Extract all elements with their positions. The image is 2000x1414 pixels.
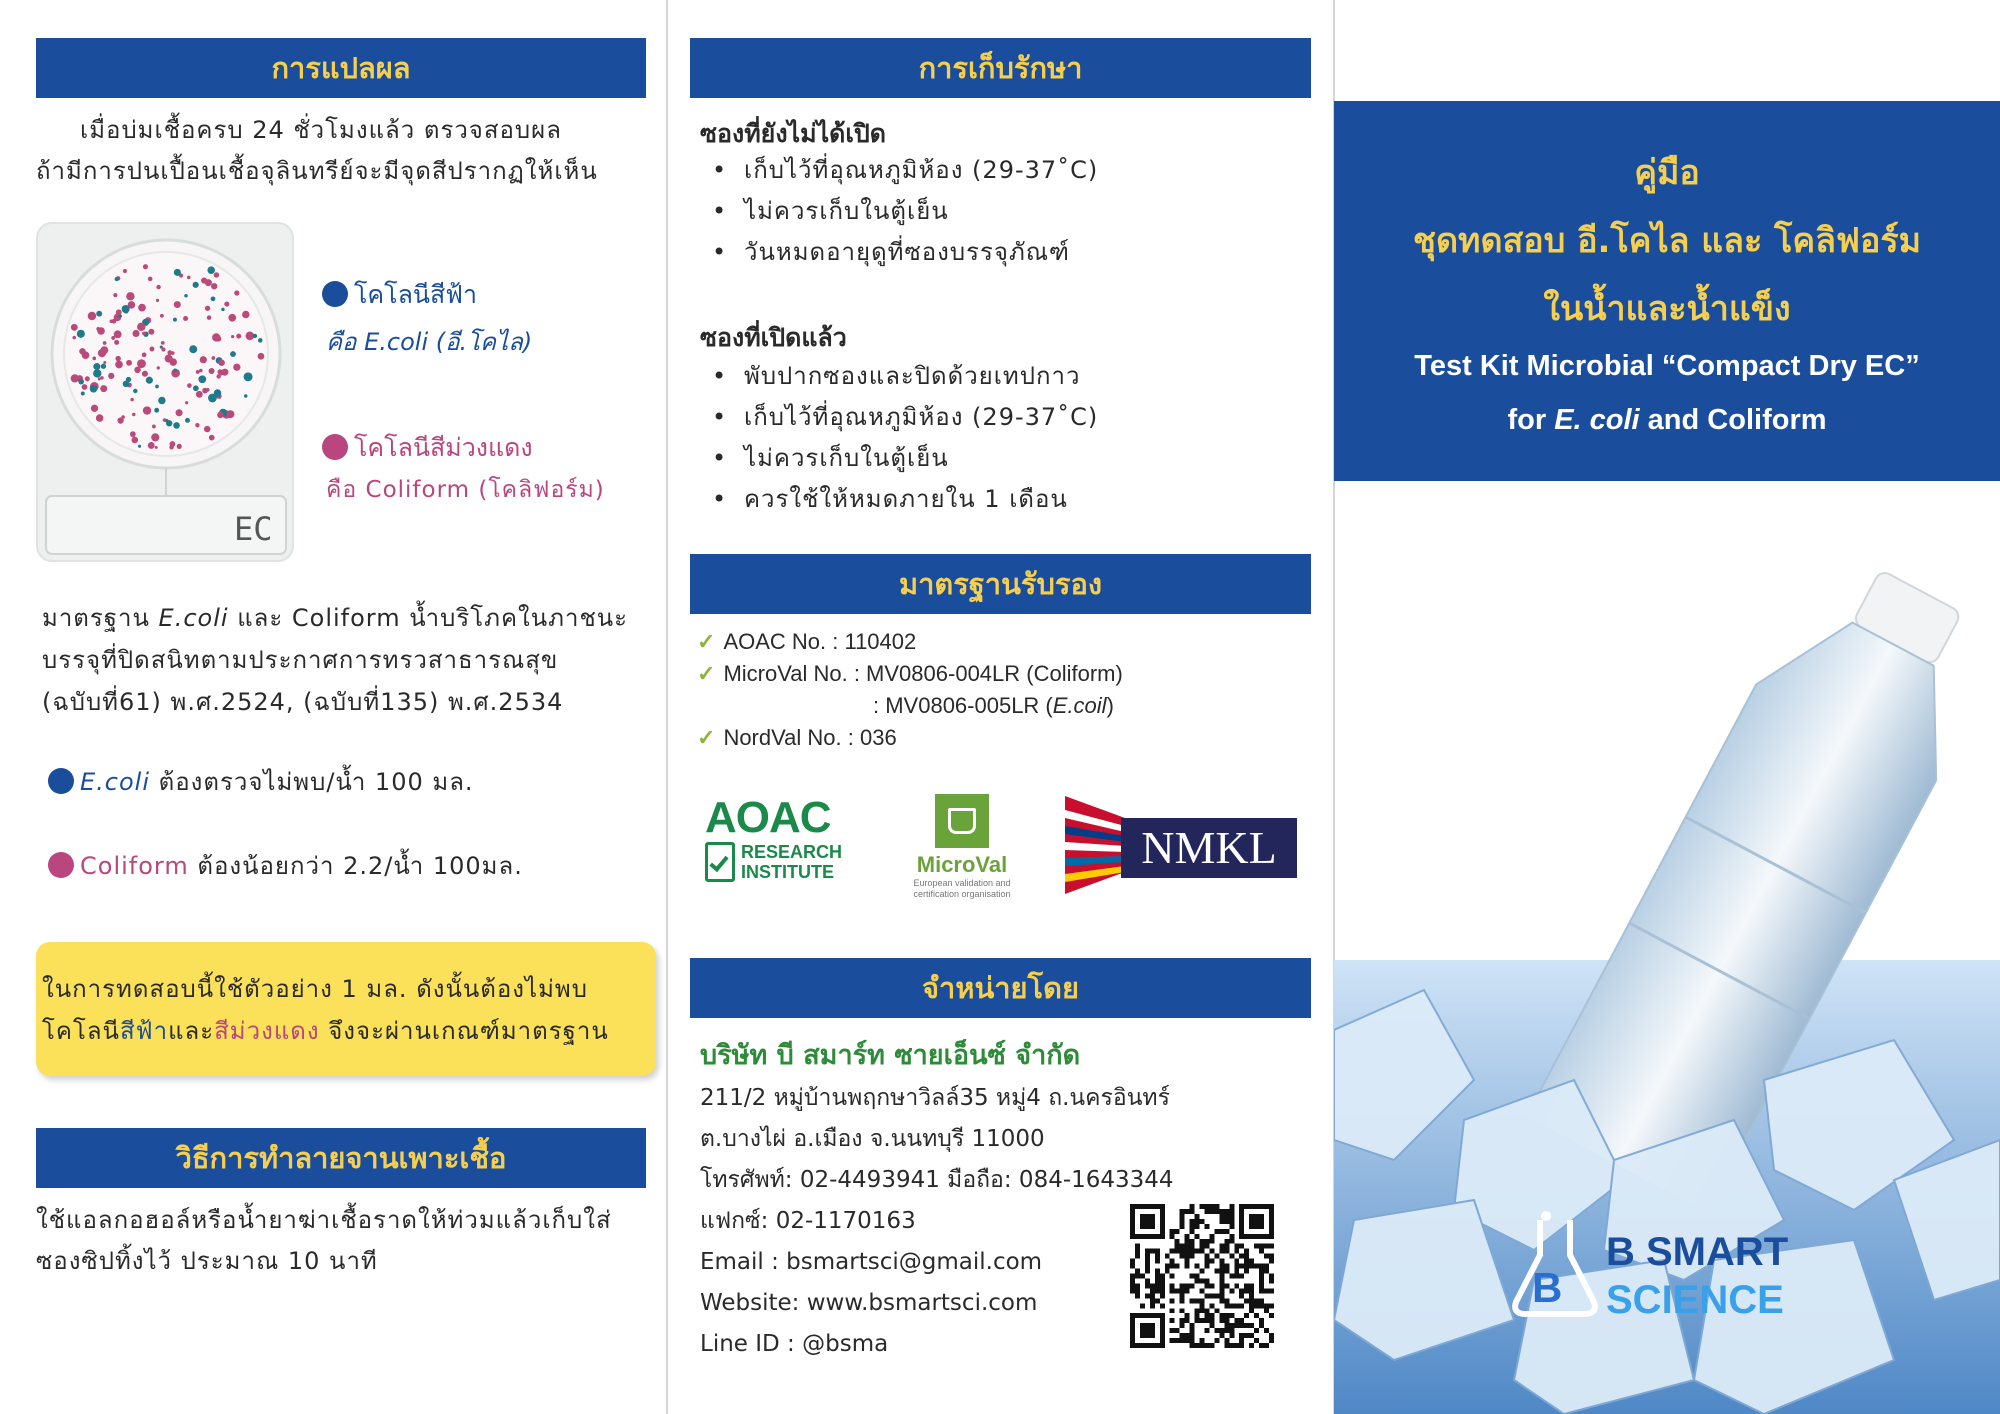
colony-dot <box>148 277 153 282</box>
colony-dot <box>214 389 222 397</box>
colony-dot <box>174 301 181 308</box>
interpret-text: เมื่อบ่มเชื้อครบ 24 ชั่วโมงแล้ว ตรวจสอบผล ถ้ามีการปนเปื้อนเชื้อจุลินทรีย์จะมีจุดสีปรากฏให้เห็น <box>36 116 598 185</box>
colony-dot <box>236 334 241 339</box>
colony-dot <box>244 372 253 381</box>
cert-list: ✓ AOAC No. : 110402 ✓ MicroVal No. : MV0806-004LR (Coliform) : MV0806-005LR (E.coil) ✓ NordVal No. : 036 <box>697 629 1123 750</box>
colony-dot <box>103 361 106 364</box>
flask-icon <box>935 794 989 848</box>
colony-dot <box>123 269 127 273</box>
compact-dry-plate-image <box>36 222 294 562</box>
colony-dot <box>149 347 154 352</box>
colony-dot <box>173 318 177 322</box>
nmkl-logo: NMKL <box>1065 796 1297 894</box>
colony-dot <box>96 414 104 422</box>
standard-text: มาตรฐาน E.coli และ Coliform น้ำบริโภคในภาชนะ บรรจุที่ปิดสนิทตามประกาศการทรวสาธารณสุข (ฉบับที่61) พ.ศ.2524, (ฉบับที่135) พ.ศ.2534 <box>42 604 629 716</box>
colony-dot <box>161 347 165 351</box>
list-item: • ควรใช้ให้หมดภายใน 1 เดือน <box>700 479 1300 520</box>
colony-dot <box>82 384 88 390</box>
colony-dot <box>157 366 160 369</box>
colony-dot <box>258 353 265 360</box>
colony-dot <box>209 435 215 441</box>
colony-dot <box>93 363 100 370</box>
plate-illustration <box>38 224 296 564</box>
colony-dot <box>114 330 122 338</box>
colony-dot <box>126 292 134 300</box>
colony-dot <box>176 409 183 416</box>
blue-dot-icon <box>322 281 348 307</box>
colony-dot <box>228 314 236 322</box>
pink-dot-icon <box>322 434 348 460</box>
cert-header: มาตรฐานรับรอง <box>690 554 1311 614</box>
colony-dot <box>165 419 168 422</box>
colony-dot <box>187 276 191 280</box>
colony-dot <box>134 367 140 373</box>
colony-dot <box>173 422 180 429</box>
colony-dot <box>189 345 197 353</box>
dist-header: จำหน่ายโดย <box>690 958 1311 1018</box>
colony-dot <box>132 330 139 337</box>
storage-header: การเก็บรักษา <box>690 38 1311 98</box>
colony-dot <box>142 352 147 357</box>
colony-dot <box>184 294 188 298</box>
colony-dot <box>131 437 138 444</box>
checkbox-icon <box>705 842 735 882</box>
colony-dot <box>169 358 176 365</box>
bsmart-logo: B B SMART SCIENCE <box>1510 1210 1910 1340</box>
interpret-header: การแปลผล <box>36 38 646 98</box>
colony-dot <box>205 306 210 311</box>
colony-dot <box>253 334 257 338</box>
microval-logo: MicroVal European validation and certification organisation <box>897 794 1027 906</box>
colony-dot <box>156 285 160 289</box>
colony-dot <box>117 417 123 423</box>
nordic-flags-icon <box>1065 796 1125 894</box>
colony-dot <box>212 333 220 341</box>
legend-pink-desc: คือ Coliform (โคลิฟอร์ม) <box>326 477 605 503</box>
colony-dot <box>108 373 114 379</box>
colony-dot <box>100 346 108 354</box>
colony-dot <box>214 272 219 277</box>
colony-dot <box>161 341 165 345</box>
colony-dot <box>218 359 224 365</box>
colony-dot <box>155 446 158 449</box>
check-icon: ✓ <box>697 661 716 686</box>
colony-dot <box>174 269 181 276</box>
colony-dot <box>130 431 136 437</box>
colony-dot <box>130 398 133 401</box>
list-item: • เก็บไว้ที่อุณหภูมิห้อง (29-37˚C) <box>700 150 1300 191</box>
ecoli-limit: E.coli ต้องตรวจไม่พบ/น้ำ 100 มล. <box>48 762 474 803</box>
cover-title-box <box>1334 101 2000 481</box>
colony-dot <box>137 323 145 331</box>
colony-dot <box>79 348 85 354</box>
colony-dot <box>160 314 164 318</box>
list-item: • ไม่ควรเก็บในตู้เย็น <box>700 191 1300 232</box>
colony-dot <box>234 290 239 295</box>
colony-dot <box>78 379 84 385</box>
opened-list <box>700 356 1300 520</box>
colony-dot <box>143 406 151 414</box>
colony-dot <box>101 364 106 369</box>
colony-dot <box>193 385 199 391</box>
colony-dot <box>123 381 130 388</box>
cover-title-thai: คู่มือ ชุดทดสอบ อี.โคไล และ โคลิฟอร์ม ในน้ำและน้ำแข็ง <box>1412 153 1922 329</box>
company-name: บริษัท บี สมาร์ท ซายเอ็นซ์ จำกัด <box>700 1040 1081 1071</box>
cover-title-english: Test Kit Microbial “Compact Dry EC” for E. coli and Coliform <box>1414 350 1920 436</box>
opened-title: ซองที่เปิดแล้ว <box>700 323 847 352</box>
colony-dot <box>204 426 210 432</box>
svg-text:B: B <box>1532 1264 1563 1311</box>
colony-dot <box>217 412 224 419</box>
colony-dot <box>244 394 247 397</box>
colony-dot <box>110 320 114 324</box>
coliform-limit: Coliform ต้องน้อยกว่า 2.2/น้ำ 100มล. <box>48 846 523 887</box>
colony-dot <box>71 374 79 382</box>
list-item: • วันหมดอายุดูที่ซองบรรจุภัณฑ์ <box>700 232 1300 273</box>
aoac-logo: AOAC RESEARCH INSTITUTE <box>705 793 843 882</box>
colony-dot <box>207 266 215 274</box>
colony-dot <box>116 309 122 315</box>
panel-interpretation <box>0 0 667 1414</box>
colony-dot <box>142 371 148 377</box>
colony-dot <box>205 279 212 286</box>
colony-dot <box>200 356 207 363</box>
colony-dot <box>71 324 78 331</box>
colony-dot <box>96 311 102 317</box>
colony-dot <box>133 389 137 393</box>
colony-dot <box>148 442 155 449</box>
colony-dot <box>193 282 199 288</box>
colony-dot <box>171 351 175 355</box>
qr-code[interactable] <box>1130 1204 1274 1348</box>
panel-storage <box>667 0 1334 1414</box>
colony-dot <box>231 335 234 338</box>
legend-pink: โคโลนีสีม่วงแดง <box>322 428 533 468</box>
pink-dot-icon <box>48 852 74 878</box>
colony-dot <box>103 341 107 345</box>
colony-dot <box>211 296 216 301</box>
colony-dot <box>212 356 216 360</box>
colony-dot <box>148 329 154 335</box>
colony-dot <box>142 332 146 336</box>
colony-dot <box>126 360 132 366</box>
colony-dot <box>138 304 146 312</box>
colony-dot <box>173 368 176 371</box>
colony-dot <box>97 327 105 335</box>
check-icon: ✓ <box>697 725 716 750</box>
colony-dot <box>211 283 217 289</box>
colony-dot <box>158 397 165 404</box>
dispose-header: วิธีการทำลายจานเพาะเชื้อ <box>36 1128 646 1188</box>
colony-dot <box>115 356 120 361</box>
contact-info: 211/2 หมู่บ้านพฤกษาวิลล์35 หมู่4 ถ.นครอินทร์ ต.บางไผ่ อ.เมือง จ.นนทบุรี 11000 โทรศัพท์: 02-4493941 มือถือ: 084-1643344 แฟกซ์: 02-1170163 Email : bsmartsci@gmail.com Website: www.bsmartsci.com Line ID : @bsma <box>700 1085 1174 1357</box>
colony-dot <box>152 425 156 429</box>
colony-dot <box>155 385 159 389</box>
flask-logo-icon <box>1510 1210 1600 1320</box>
colony-dot <box>185 418 190 423</box>
colony-dot <box>230 351 236 357</box>
colony-dot <box>88 312 96 320</box>
colony-dot <box>242 311 249 318</box>
colony-dot <box>115 277 119 281</box>
colony-dot <box>202 388 208 394</box>
colony-dot <box>156 299 159 302</box>
unopened-title: ซองที่ยังไม่ได้เปิด <box>700 119 887 148</box>
colony-dot <box>143 264 148 269</box>
colony-dot <box>224 302 229 307</box>
colony-dot <box>233 364 240 371</box>
colony-dot <box>196 391 203 398</box>
colony-dot <box>183 316 188 321</box>
colony-dot <box>100 385 107 392</box>
colony-dot <box>169 445 173 449</box>
colony-dot <box>227 410 235 418</box>
colony-dot <box>258 338 263 343</box>
colony-dot <box>199 369 203 373</box>
list-item: • ไม่ควรเก็บในตู้เย็น <box>700 438 1300 479</box>
unopened-list <box>700 150 1300 273</box>
colony-dot <box>221 308 225 312</box>
check-icon: ✓ <box>697 629 716 654</box>
blue-dot-icon <box>48 768 74 794</box>
colony-dot <box>113 293 117 297</box>
dispose-text: ใช้แอลกอฮอล์หรือน้ำยาฆ่าเชื้อราดให้ท่วมแล้วเก็บใส่ ซองซิปทิ้งไว้ ประมาณ 10 นาที <box>36 1206 612 1275</box>
colony-dot <box>91 405 98 412</box>
colony-dot <box>154 408 159 413</box>
colony-dot <box>195 423 199 427</box>
colony-dot <box>115 361 123 369</box>
colony-dot <box>98 377 101 380</box>
panel-cover <box>1334 0 2000 1414</box>
colony-dot <box>122 305 130 313</box>
colony-dot <box>177 444 182 449</box>
note-box: ในการทดสอบนี้ใช้ตัวอย่าง 1 มล. ดังนั้นต้องไม่พบ โคโลนีสีฟ้าและสีม่วงแดง จึงจะผ่านเกณฑ์มาตรฐาน <box>36 942 656 1076</box>
colony-dot <box>93 369 101 377</box>
colony-dot <box>77 330 85 338</box>
colony-dot <box>132 413 135 416</box>
list-item: • พับปากซองและปิดด้วยเทปกาว <box>700 356 1300 397</box>
colony-dot <box>198 375 206 383</box>
colony-dot <box>218 369 223 374</box>
colony-dot <box>90 385 98 393</box>
colony-dot <box>151 433 159 441</box>
colony-dot <box>209 368 215 374</box>
colony-dot <box>85 376 90 381</box>
colony-dot <box>187 383 192 388</box>
colony-dot <box>72 336 76 340</box>
colony-dot <box>146 377 153 384</box>
colony-dot <box>138 445 141 448</box>
colony-dot <box>92 356 96 360</box>
list-item: • เก็บไว้ที่อุณหภูมิห้อง (29-37˚C) <box>700 397 1300 438</box>
colony-dot <box>207 315 211 319</box>
colony-dot <box>185 401 188 404</box>
legend-blue-desc: คือ E.coli (อี.โคไล) <box>326 328 533 356</box>
colony-dot <box>114 340 119 345</box>
colony-dot <box>81 391 85 395</box>
plate-label: EC <box>234 510 273 548</box>
legend-blue: โคโลนีสีฟ้า <box>322 275 477 315</box>
